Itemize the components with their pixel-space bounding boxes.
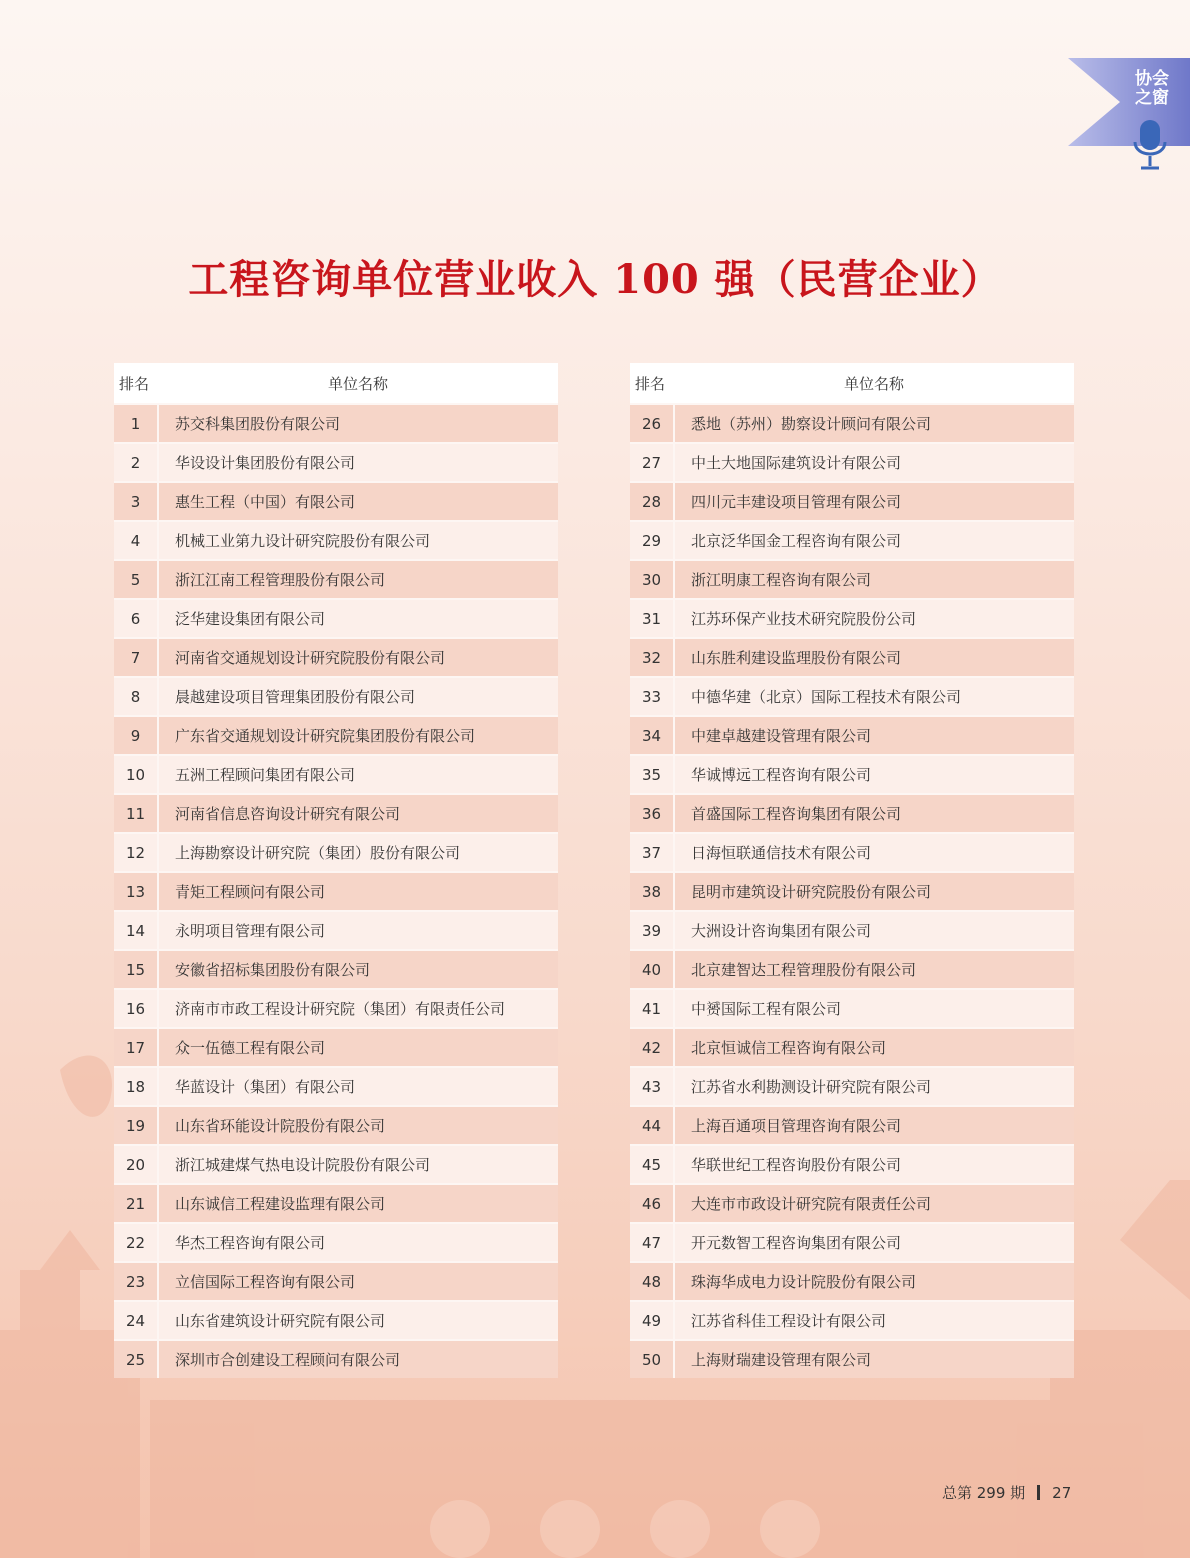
page-footer [942,1482,1071,1503]
company-name-cell: 北京恒诚信工程咨询有限公司 [674,1028,1074,1067]
ranking-table-right [630,363,1074,1378]
table-row [630,872,1074,911]
section-tab-label [1132,70,1172,108]
rank-cell: 46 [630,1184,674,1223]
table-row [630,1028,1074,1067]
company-name-cell: 上海财瑞建设管理有限公司 [674,1340,1074,1378]
table-row [114,404,558,443]
company-name-cell: 浙江城建煤气热电设计院股份有限公司 [158,1145,558,1184]
table-row [114,638,558,677]
table-row [114,716,558,755]
company-name-cell: 安徽省招标集团股份有限公司 [158,950,558,989]
page-number: 27 [1052,1484,1072,1502]
table-row [630,521,1074,560]
rank-cell: 6 [114,599,158,638]
table-row [114,677,558,716]
rank-cell: 49 [630,1301,674,1340]
rank-cell: 36 [630,794,674,833]
company-name-cell: 山东胜利建设监理股份有限公司 [674,638,1074,677]
table-row [114,521,558,560]
company-name-cell: 山东省环能设计院股份有限公司 [158,1106,558,1145]
section-tab-text: 协会 之窗 [1135,69,1169,108]
table-row [630,1223,1074,1262]
company-name-cell: 济南市市政工程设计研究院（集团）有限责任公司 [158,989,558,1028]
rank-cell: 45 [630,1145,674,1184]
rank-cell: 44 [630,1106,674,1145]
company-name-cell: 北京泛华国金工程咨询有限公司 [674,521,1074,560]
rank-cell: 3 [114,482,158,521]
company-name-cell: 广东省交通规划设计研究院集团股份有限公司 [158,716,558,755]
table-row [630,1067,1074,1106]
table-row [114,1067,558,1106]
table-row [630,404,1074,443]
company-name-cell: 中建卓越建设管理有限公司 [674,716,1074,755]
table-row [114,755,558,794]
table-row [114,443,558,482]
company-name-cell: 首盛国际工程咨询集团有限公司 [674,794,1074,833]
table-row [114,794,558,833]
rank-cell: 37 [630,833,674,872]
company-name-cell: 惠生工程（中国）有限公司 [158,482,558,521]
rank-cell: 30 [630,560,674,599]
rank-cell: 1 [114,404,158,443]
table-row [114,599,558,638]
rank-cell: 8 [114,677,158,716]
company-name-cell: 苏交科集团股份有限公司 [158,404,558,443]
company-name-cell: 中德华建（北京）国际工程技术有限公司 [674,677,1074,716]
rank-cell: 33 [630,677,674,716]
company-name-cell: 五洲工程顾问集团有限公司 [158,755,558,794]
company-name-cell: 上海百通项目管理咨询有限公司 [674,1106,1074,1145]
table-row [630,755,1074,794]
rank-cell: 31 [630,599,674,638]
rank-cell: 47 [630,1223,674,1262]
company-name-cell: 四川元丰建设项目管理有限公司 [674,482,1074,521]
rank-cell: 24 [114,1301,158,1340]
rank-cell: 34 [630,716,674,755]
company-name-cell: 华杰工程咨询有限公司 [158,1223,558,1262]
table-row [114,1145,558,1184]
rank-cell: 5 [114,560,158,599]
rank-cell: 16 [114,989,158,1028]
company-name-cell: 华蓝设计（集团）有限公司 [158,1067,558,1106]
table-row [114,1184,558,1223]
company-name-cell: 华诚博远工程咨询有限公司 [674,755,1074,794]
table-row [630,560,1074,599]
table-row [114,1301,558,1340]
company-name-cell: 江苏环保产业技术研究院股份公司 [674,599,1074,638]
company-name-cell: 华设设计集团股份有限公司 [158,443,558,482]
table-row [630,1340,1074,1378]
company-name-cell: 华联世纪工程咨询股份有限公司 [674,1145,1074,1184]
rank-cell: 15 [114,950,158,989]
issue-number: 总第 299 期 [942,1484,1026,1502]
table-row [630,1184,1074,1223]
table-row [630,1145,1074,1184]
table-row [630,1106,1074,1145]
ranking-table-left [114,363,558,1378]
table-row [114,482,558,521]
table-row [630,1301,1074,1340]
rank-cell: 12 [114,833,158,872]
table-row [630,482,1074,521]
rank-cell: 29 [630,521,674,560]
company-name-cell: 青矩工程顾问有限公司 [158,872,558,911]
company-name-cell: 山东省建筑设计研究院有限公司 [158,1301,558,1340]
column-header-name: 单位名称 [674,363,1074,404]
rank-cell: 10 [114,755,158,794]
company-name-cell: 大洲设计咨询集团有限公司 [674,911,1074,950]
rank-cell: 4 [114,521,158,560]
company-name-cell: 众一伍德工程有限公司 [158,1028,558,1067]
rank-cell: 18 [114,1067,158,1106]
company-name-cell: 悉地（苏州）勘察设计顾问有限公司 [674,404,1074,443]
company-name-cell: 机械工业第九设计研究院股份有限公司 [158,521,558,560]
rank-cell: 14 [114,911,158,950]
rank-cell: 48 [630,1262,674,1301]
table-row [114,1262,558,1301]
table-row [114,950,558,989]
rank-cell: 23 [114,1262,158,1301]
company-name-cell: 大连市市政设计研究院有限责任公司 [674,1184,1074,1223]
column-header-rank: 排名 [114,363,158,404]
rank-cell: 32 [630,638,674,677]
company-name-cell: 中赟国际工程有限公司 [674,989,1074,1028]
company-name-cell: 立信国际工程咨询有限公司 [158,1262,558,1301]
company-name-cell: 河南省交通规划设计研究院股份有限公司 [158,638,558,677]
rank-cell: 21 [114,1184,158,1223]
company-name-cell: 上海勘察设计研究院（集团）股份有限公司 [158,833,558,872]
footer-divider [1037,1485,1040,1500]
table-row [114,911,558,950]
rank-cell: 42 [630,1028,674,1067]
rank-cell: 20 [114,1145,158,1184]
rank-cell: 19 [114,1106,158,1145]
rank-cell: 40 [630,950,674,989]
rank-cell: 35 [630,755,674,794]
rank-cell: 9 [114,716,158,755]
company-name-cell: 山东诚信工程建设监理有限公司 [158,1184,558,1223]
table-row [630,443,1074,482]
rank-cell: 39 [630,911,674,950]
company-name-cell: 中土大地国际建筑设计有限公司 [674,443,1074,482]
company-name-cell: 河南省信息咨询设计研究有限公司 [158,794,558,833]
company-name-cell: 开元数智工程咨询集团有限公司 [674,1223,1074,1262]
table-row [630,716,1074,755]
table-row [630,677,1074,716]
company-name-cell: 江苏省水利勘测设计研究院有限公司 [674,1067,1074,1106]
rank-cell: 50 [630,1340,674,1378]
table-row [114,833,558,872]
rank-cell: 26 [630,404,674,443]
microphone-icon [1132,118,1168,172]
rank-cell: 17 [114,1028,158,1067]
column-header-name: 单位名称 [158,363,558,404]
company-name-cell: 晨越建设项目管理集团股份有限公司 [158,677,558,716]
rank-cell: 28 [630,482,674,521]
page-title: 工程咨询单位营业收入 100 强（民营企业） [188,256,1002,303]
rank-cell: 7 [114,638,158,677]
company-name-cell: 珠海华成电力设计院股份有限公司 [674,1262,1074,1301]
table-row [114,1340,558,1378]
table-row [630,794,1074,833]
company-name-cell: 永明项目管理有限公司 [158,911,558,950]
company-name-cell: 浙江明康工程咨询有限公司 [674,560,1074,599]
table-row [630,1262,1074,1301]
table-row [630,833,1074,872]
rank-cell: 22 [114,1223,158,1262]
company-name-cell: 浙江江南工程管理股份有限公司 [158,560,558,599]
company-name-cell: 深圳市合创建设工程顾问有限公司 [158,1340,558,1378]
rank-cell: 41 [630,989,674,1028]
table-row [114,989,558,1028]
table-row [630,599,1074,638]
company-name-cell: 北京建智达工程管理股份有限公司 [674,950,1074,989]
table-row [630,989,1074,1028]
rank-cell: 27 [630,443,674,482]
company-name-cell: 泛华建设集团有限公司 [158,599,558,638]
rank-cell: 2 [114,443,158,482]
rank-cell: 25 [114,1340,158,1378]
company-name-cell: 江苏省科佳工程设计有限公司 [674,1301,1074,1340]
table-row [630,638,1074,677]
rank-cell: 11 [114,794,158,833]
company-name-cell: 昆明市建筑设计研究院股份有限公司 [674,872,1074,911]
table-row [114,872,558,911]
table-row [114,1223,558,1262]
table-row [114,560,558,599]
rank-cell: 43 [630,1067,674,1106]
table-row [114,1106,558,1145]
table-row [630,950,1074,989]
table-row [630,911,1074,950]
column-header-rank: 排名 [630,363,674,404]
rank-cell: 38 [630,872,674,911]
rank-cell: 13 [114,872,158,911]
company-name-cell: 日海恒联通信技术有限公司 [674,833,1074,872]
table-row [114,1028,558,1067]
